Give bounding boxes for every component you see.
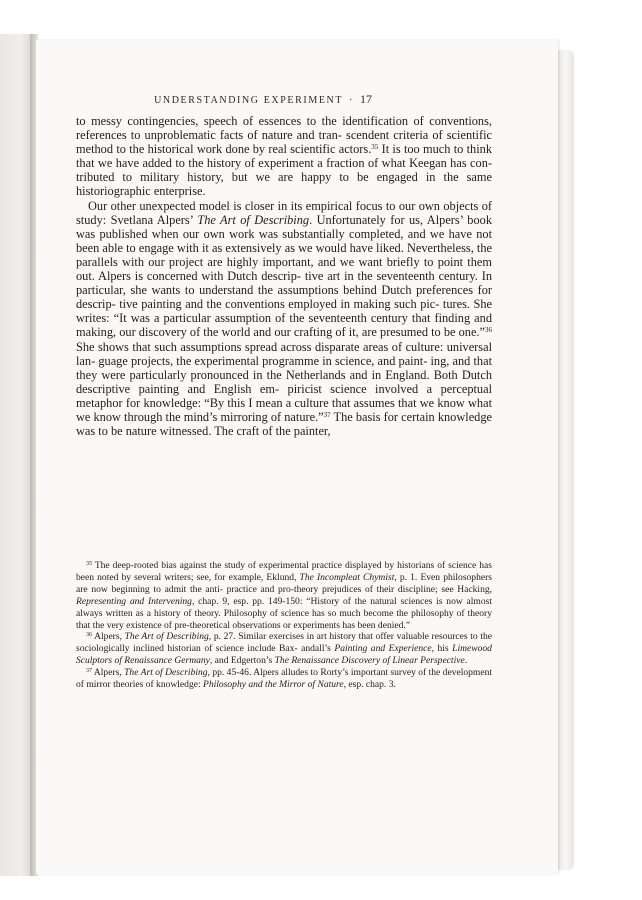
paragraph-2 <box>76 199 492 439</box>
footnote-italic: Painting and Experience <box>334 643 432 655</box>
paragraph-2-text-c: She shows that such assumptions spread across disparate areas of culture: universal lan- guage projects, the experimental programme in science, and paint- ing, and that they were particularly pronounced in the Netherlands and in England. Both Dutch descriptive painting and English em- piricist science involved a perceptual metaphor for knowledge: “By this I mean a culture that assumes that we know what we know through the mind’s mirroring of nature.” <box>76 339 492 424</box>
footnote-text: . <box>464 655 468 667</box>
paragraph-1-text-a: to messy contingencies, speech of essences to the identification of conventions, references to unproblematic facts of nature and tran- scendent criteria of scientific method to the historical work done by real scientific actors. <box>76 114 492 157</box>
footnote-text: , esp. chap. 3. <box>343 679 396 691</box>
paragraph-2-text-d: The basis for certain knowledge was to be nature witnessed. The craft of the painter, <box>76 409 492 439</box>
footnote-36 <box>76 631 492 667</box>
running-head <box>36 92 558 107</box>
running-head-separator: · <box>349 95 354 106</box>
footnote-text: , chap. 9, esp. pp. 149-150: “History of the natural sciences is now almost always written as a history of theory. Philosophy of science has so much become the philosophy of theory that the very existence of pre-theoretical observations or experiments has been denied.” <box>76 595 492 631</box>
paragraph-1-text-b: It is too much to think that we have added to the history of experiment a fraction of what Keegan has con- tributed to military history, but we are happy to be engaged in the same historiographic enterprise. <box>76 142 493 199</box>
footnote-text: , pp. 45-46. Alpers alludes to Rorty’s important survey of the development of mirror theories of knowledge: <box>76 667 492 691</box>
footnote-text: , p. 1. Even philosophers are now beginning to admit the anti- practice and pro-theory prejudices of their discipline; see Hacking, <box>76 571 492 595</box>
footnote-italic: The Art of Describing <box>124 667 208 679</box>
paragraph-2-text-b: . Unfortunately for us, Alpers’ book was published when our own work was substantially completed, and we have not been able to engage with it as extensively as we would have liked. Nevertheless, the parallels with our project are highly important, and we want briefly to point them out. Alpers is concerned with Dutch descrip- tive art in the seventeenth century. In particular, she wants to understand the assumptions behind Dutch preferences for descrip- tive painting and the conventions employed in making such pic- tures. She writes: “It was a particular assumption of the seventeenth century that finding and making, our discovery of the world and our crafting of it, are presumed to be one.” <box>76 212 492 340</box>
footnote-ref-35: 35 <box>371 143 379 152</box>
footnote-text: , his <box>431 643 453 655</box>
footnote-italic: Representing and Intervening <box>76 595 192 607</box>
body-text <box>76 114 492 438</box>
footnote-text: , p. 27. Similar exercises in art history that offer valuable resources to the sociologically inclined historian of science include Bax- andall’s <box>76 631 492 655</box>
paragraph-2-text-a: Our other unexpected model is closer in its empirical focus to our own objects of study: Svetlana Alpers’ <box>76 198 492 227</box>
footnote-text: The deep-rooted bias against the study of experimental practice displayed by historians of science has been noted by several writers; see, for example, Eklund, <box>76 560 492 583</box>
footnote-number: 35 <box>86 561 92 567</box>
footnote-ref-37: 37 <box>323 410 331 419</box>
book-title-italic: The Art of Describing <box>197 212 310 227</box>
footnote-text: Alpers, <box>92 667 125 679</box>
footnote-ref-36: 36 <box>485 326 492 335</box>
footnote-37 <box>76 667 492 691</box>
facing-page-edge <box>0 34 34 876</box>
book-page <box>36 40 558 874</box>
footnote-35 <box>76 560 492 631</box>
page-number: 17 <box>360 92 372 106</box>
footnote-number: 37 <box>86 668 92 675</box>
running-head-title: UNDERSTANDING EXPERIMENT <box>154 95 344 106</box>
footnotes <box>76 560 492 691</box>
footnote-italic: Philosophy and the Mirror of Nature <box>203 679 344 691</box>
footnote-italic: The Art of Describing <box>124 631 209 643</box>
footnote-italic: The Incompleat Chymist <box>299 571 395 583</box>
footnote-italic: The Renaissance Discovery of Linear Perspective <box>274 655 465 667</box>
footnote-text: Alpers, <box>92 631 125 643</box>
paragraph-1 <box>76 114 492 199</box>
footnote-italic: Limewood Sculptors of Renaissance Germany <box>76 643 492 667</box>
footnote-text: , and Edgerton’s <box>209 655 275 667</box>
footnote-number: 36 <box>86 632 92 639</box>
